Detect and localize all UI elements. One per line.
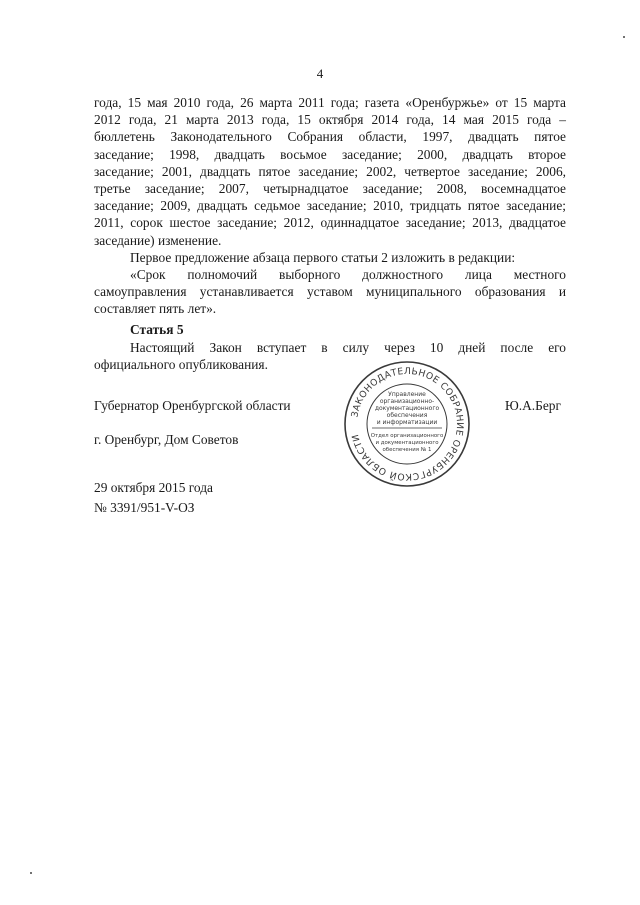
quoted-text-line: составляет пять лет». xyxy=(94,301,217,317)
article-text-line: Настоящий Закон вступает в силу через 10 дней после его xyxy=(130,340,566,355)
text-line: заседание; 1998, двадцать восьмое заседание; 2000, двадцать второе xyxy=(94,146,566,162)
stamp-inner-line: обеспечения № 1 xyxy=(382,447,432,453)
stamp-inner-line: организационно- xyxy=(379,398,435,405)
stamp-inner-line: Отдел организационного xyxy=(370,433,444,439)
quoted-text-line: «Срок полномочий выборного должностного лица местного xyxy=(130,267,566,283)
text-line: заседание; 2009, двадцать седьмое заседание; 2010, тридцать пятое заседание; xyxy=(94,198,566,214)
scan-speck xyxy=(30,872,32,874)
stamp-inner-line: и информатизации xyxy=(376,419,438,426)
text-line: года, 15 мая 2010 года, 26 марта 2011 года; газета «Оренбуржье» от 15 марта xyxy=(94,95,566,110)
text-line: заседание; 2001, двадцать пятое заседание; 2002, четвертое заседание; 2006, xyxy=(94,163,566,179)
text-line: третье заседание; 2007, четырнадцатое заседание; 2008, восемнадцатое xyxy=(94,181,566,197)
signing-date: 29 октября 2015 года xyxy=(94,480,213,495)
governor-title: Губернатор Оренбургской области xyxy=(94,398,291,413)
law-number: № 3391/951-V-ОЗ xyxy=(94,500,195,515)
scan-speck xyxy=(623,36,625,38)
article-heading: Статья 5 xyxy=(130,322,184,337)
text-line: заседание) изменение. xyxy=(94,232,222,248)
quoted-text-line: самоуправления устанавливается уставом муниципального образования и xyxy=(94,284,566,300)
stamp-outer-text: ЗАКОНОДАТЕЛЬНОЕ СОБРАНИЕ ОРЕНБУРГСКОЙ ОБЛАСТИ xyxy=(349,365,466,483)
article-body xyxy=(94,339,566,373)
article-text-line: официального опубликования. xyxy=(94,357,268,373)
stamp-inner-line: Управление xyxy=(388,391,426,398)
amendment-instruction: Первое предложение абзаца первого статьи 2 изложить в редакции: xyxy=(130,249,516,265)
page-number: 4 xyxy=(316,66,324,81)
signing-place: г. Оренбург, Дом Советов xyxy=(94,432,239,447)
amendment-sources-paragraph xyxy=(94,94,566,318)
text-line: бюллетень Законодательного Собрания области, 1997, двадцать пятое xyxy=(94,129,566,145)
stamp-inner-line: документационного xyxy=(374,405,440,412)
stamp-inner-line: обеспечения xyxy=(386,412,428,419)
official-seal-stamp xyxy=(342,359,472,489)
governor-signature-name: Ю.А.Берг xyxy=(505,398,561,413)
text-line: 2011, сорок шестое заседание; 2012, одиннадцатое заседание; 2013, двадцатое xyxy=(94,215,566,231)
text-line: 2012 года, 21 марта 2013 года, 15 октября 2014 года, 14 мая 2015 года – xyxy=(94,112,566,128)
stamp-inner-line: и документационного xyxy=(375,440,439,446)
